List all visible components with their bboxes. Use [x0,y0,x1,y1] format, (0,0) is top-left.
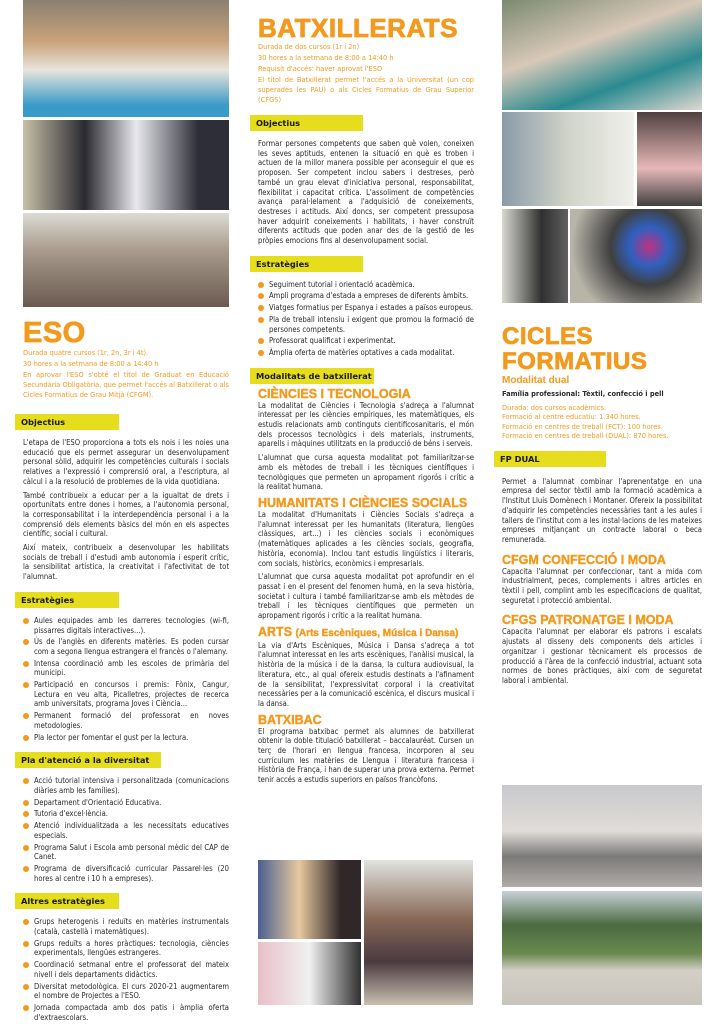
arts-title [258,625,474,641]
batx-hours: 30 hores a la setmana de 8:00 a 14:40 h [258,53,394,62]
photo-school-building [502,785,702,887]
list-item: Jornada compactada amb dos patis i àmplia oferta d'extraescolars. [23,1003,229,1022]
eso-altres-heading: Altres estratègies [15,893,119,909]
cfgm-text: Capacita l'alumnat per confeccionar, tant a mida com industrialment, peces, complements i altres articles en tèxtil i pell, complint amb les especificacions de qualitat, seguretat i protecció ambiental. [502,566,702,605]
photo-laptop-design [570,209,702,303]
eso-objectius-paragraph: L'etapa de l'ESO proporciona a tots els nois i les noies una educació que els permet assegurar un desenvolupament personal sòlid, adquirir les competències culturals i socials relatives a l'expressió i comprensió oral, a l'escriptura, al càlcul i a la resolució de problemes de la vida quotidiana. [23,438,229,486]
list-item: Grups reduïts a hores pràctiques: tecnologia, ciències experimentals, llengües estrangeres. [23,939,229,958]
photo-music-class [364,860,473,1005]
eso-intro [23,348,229,400]
list-item: Programa Salut i Escola amb personal mèdic del CAP de Canet. [23,843,229,862]
batx-estrategies-list [258,280,474,358]
list-item: Grups heterogenis i reduïts en matèries instrumentals (català, castellà i matemàtiques). [23,917,229,936]
batxillerats-column [258,14,474,789]
list-item: Participació en concursos i premis: Fònix, Cangur, Lectura en veu alta, Picalletres, projectes de recerca amb universitats, programa Joves i Ciència... [23,680,229,709]
list-item: Permanent formació del professorat en noves metodologies. [23,711,229,730]
eso-qualification: En aprovar l'ESO s'obté el títol de Graduat en Educació Secundària Obligatòria, que permet l'accés al Batxillerat o als Cicles Formatius de Grau Mitjà (CFGM). [23,370,229,399]
photo-students-writing [258,942,361,1005]
eso-altres-list [23,917,229,1022]
cfgm-title: CFGM CONFECCIÓ I MODA [502,552,666,567]
list-item: Coordinació setmanal entre el professorat del mateix nivell i dels departaments didàctics. [23,960,229,979]
eso-objectius-heading: Objectius [15,414,119,430]
eso-estrategies-list [23,616,229,742]
batx-intro [258,42,474,105]
eso-objectius-paragraph: Així mateix, contribueix a desenvolupar les habilitats socials de treball i d'estudi amb autonomia i esperit crític, la sensibilitat artística, la creativitat i l'afectivitat de tot l'alumnat. [23,543,229,582]
cicles-detail: Formació en centres de treball (DUAL): 870 hores. [502,431,669,441]
batx-estrategies-heading: Estratègies [250,256,363,272]
familia-professional: Família professional: Tèxtil, confecció i pell [502,389,664,398]
arts-title-main: ARTS [258,624,293,639]
arts-text: La via d'Arts Escèniques, Música i Dansa s'adreça a tot l'alumnat interessat en les arts escèniques, l'anàlisi musical, la història de la música i de la dansa, la cultura audiovisual, la literatura, etc., al qual ofereix estudis destinats a l'afinament de la sensibilitat, l'expressivitat corporal i la creativitat necessàries per a la comunicació escènica, el discurs musical i la dansa. [258,640,474,708]
photo-mannequin [502,209,568,303]
eso-estrategies-heading: Estratègies [15,592,119,608]
ciencies-title: CIÈNCIES I TECNOLOGIA [258,386,411,401]
ciencies-paragraph: La modalitat de Ciències i Tecnologia s'adreça a l'alumnat interessat per les ciències empíriques, les matemàtiques, els estudis relacionats amb continguts cientificosanitaris, el món dels processos tecnològics i dels materials, instruments, aparells i màquines utilitzats en la producció de béns i serveis. [258,400,474,449]
fpdual-heading: FP DUAL [494,451,606,467]
eso-column [23,318,229,1024]
photo-sports-court [502,891,702,1005]
list-item: Atenció individualitzada a les necessitats educatives especials. [23,821,229,840]
arts-subtitle: (Arts Escèniques, Música i Dansa) [295,627,459,639]
list-item: Intensa coordinació amb les escoles de primària del municipi. [23,659,229,678]
list-item: Professorat qualificat i experimentat. [258,336,474,346]
fpdual-text: Permet a l'alumnat combinar l'aprenentatge en una empresa del sector tèxtil amb la formació acadèmica a l'Institut Lluís Domènech i Montaner. Ofereix la possibilitat d'adquirir les competències necessàries tant a les aules i tallers de l'institut com a les instal·lacions de les mateixes empreses mitjançant un contracte laboral o beca remunerada. [502,476,702,544]
cicles-title-line1: CICLES [502,323,594,350]
batxibac-text: El programa batxibac permet als alumnes de batxillerat obtenir la doble titulació batxillerat – baccalauréat. Cursen un terç de l'horari en llengua francesa, incorporen al seu currículum les matèries de Llengua i literatura francesa i Història de França, i han de superar una prova externa. Permet tenir accés a estudis superiors en països francòfons. [258,726,474,785]
batx-objectius-heading: Objectius [250,115,363,131]
list-item: Diversitat metodològica. El curs 2020-21 augmentarem el nombre de Projectes a l'ESO. [23,982,229,1001]
list-item: Ús de l'anglès en diferents matèries. Es poden cursar com a segona llengua estrangera el francès o l'alemany. [23,637,229,656]
humanitats-paragraph: La modalitat d'Humanitats i Ciències Socials s'adreça a l'alumnat interessat per les humanitats (literatura, llengües clàssiques, art...) i les ciències socials i econòmiques (matemàtiques aplicades a les ciències socials, geografia, història, economia). Inclou tant estudis lingüístics i literaris, com socials, històrics, econòmics i empresarials. [258,509,474,568]
list-item: Àmplia oferta de matèries optatives a cada modalitat. [258,348,474,358]
list-item: Pla lector per fomentar el gust per la lectura. [23,733,229,743]
photo-robotics-students [23,0,229,117]
ciencies-paragraph: L'alumnat que cursa aquesta modalitat pot familiaritzar-se amb els mètodes de treball i les tècniques científiques i tecnològiques que permeten un apropament rigorós i crític a la realitat humana. [258,453,474,492]
cicles-detail: Formació al centre educatiu: 1.340 hores. [502,412,641,422]
photo-dance-class [23,213,229,307]
photo-lab-students [23,120,229,210]
list-item: Tutoria d'excel·lència. [23,809,229,819]
eso-objectius-paragraph: També contribueix a educar per a la igualtat de drets i oportunitats entre dones i homes, a l'autonomia personal, la corresponsabilitat i la interdependència personal i a la comprensió dels elements bàsics del món en els aspectes científic, social i cultural. [23,490,229,539]
cicles-title [502,324,702,374]
list-item: Seguiment tutorial i orientació acadèmica. [258,280,474,290]
batx-requirement: Requisit d'accés: haver aprovat l'ESO [258,64,383,73]
photo-students-desk [258,860,361,939]
list-item: Acció tutorial intensiva i personalitzada (comunicacions diàries amb les famílies). [23,776,229,795]
modalitats-heading: Modalitats de batxillerat [250,368,374,384]
list-item: Pla de treball intensiu i exigent que promou la formació de persones competents. [258,315,474,334]
eso-duration: Durada quatre cursos (1r, 2n, 3r i 4t). [23,348,149,357]
cfgs-title: CFGS PATRONATGE I MODA [502,613,674,628]
cicles-title-line2: FORMATIUS [502,348,648,375]
humanitats-paragraph: L'alumnat que cursa aquesta modalitat pot aprofundir en el passat i en el present del fenomen humà, en la seva història, societat i cultura i també familiaritzar-se amb els mètodes de treball i les tècniques científiques que permeten un apropament rigorós i crític a la realitat humana. [258,572,474,621]
cicles-detail: Durada: dos cursos acadèmics. [502,402,607,412]
list-item: Viatges formatius per Espanya i estades a països europeus. [258,303,474,313]
eso-hours: 30 hores a la setmana de 8:00 a 14:40 h [23,359,159,368]
list-item: Departament d'Orientació Educativa. [23,798,229,808]
batx-duration: Durada de dos cursos (1r i 2n) [258,42,360,51]
list-item: Ampli programa d'estada a empreses de diferents àmbits. [258,291,474,301]
cicles-detail: Formació en centres de treball (FCT): 100 hores. [502,421,663,431]
cicles-details [502,403,702,441]
batxibac-title: BATXIBAC [258,712,322,727]
list-item: Aules equipades amb les darreres tecnologies (wi-fi, pissarres digitals interactives...). [23,616,229,635]
photo-sewing-machine [502,112,634,206]
list-item: Programa de diversificació curricular Passarel·les (20 hores al centre i 10 h a empreses). [23,864,229,883]
batxillerats-title: BATXILLERATS [258,13,459,43]
eso-diversitat-list [23,776,229,883]
eso-title: ESO [23,317,86,349]
photo-textile-workshop [502,0,702,110]
modalitat-dual: Modalitat dual [502,375,570,386]
cfgs-text: Capacita l'alumnat per elaborar els patrons i escalats ajustats al disseny dels components dels articles i organitzar i gestionar tècnicament els processos de producció a l'àrea de la confecció industrial, actuant sota normes de bones pràctiques, així com de seguretat laboral i ambiental. [502,627,702,685]
eso-diversitat-heading: Pla d'atenció a la diversitat [15,752,161,768]
humanitats-title: HUMANITATS I CIÈNCIES SOCIALS [258,495,468,510]
cicles-column [502,324,702,690]
batx-access: El títol de Batxillerat permet l'accés a la Universitat (un cop superades les PAU) o als Cicles Formatius de Grau Superior (CFGS) [258,75,474,104]
photo-pattern-cutting [637,112,702,206]
batx-objectius-text: Formar persones competents que saben què volen, coneixen les seves aptituds, entenen la situació en què es troben i actuen de la millor manera possible per aconseguir el que es proposen. Ser competent inclou sabers i destreses, però també un grau elevat d'iniciativa personal, responsabilitat, flexibilitat i capacitat crítica. L'assoliment de competències avança paral·lelament a l'adquisició de coneixements, destreses i actituds. Així doncs, ser competent pressuposa haver adquirit coneixements i habilitats, i haver construït diferents actituds que poden anar des de la gestió de les pròpies emocions fins al desenvolupament social. [258,139,474,246]
